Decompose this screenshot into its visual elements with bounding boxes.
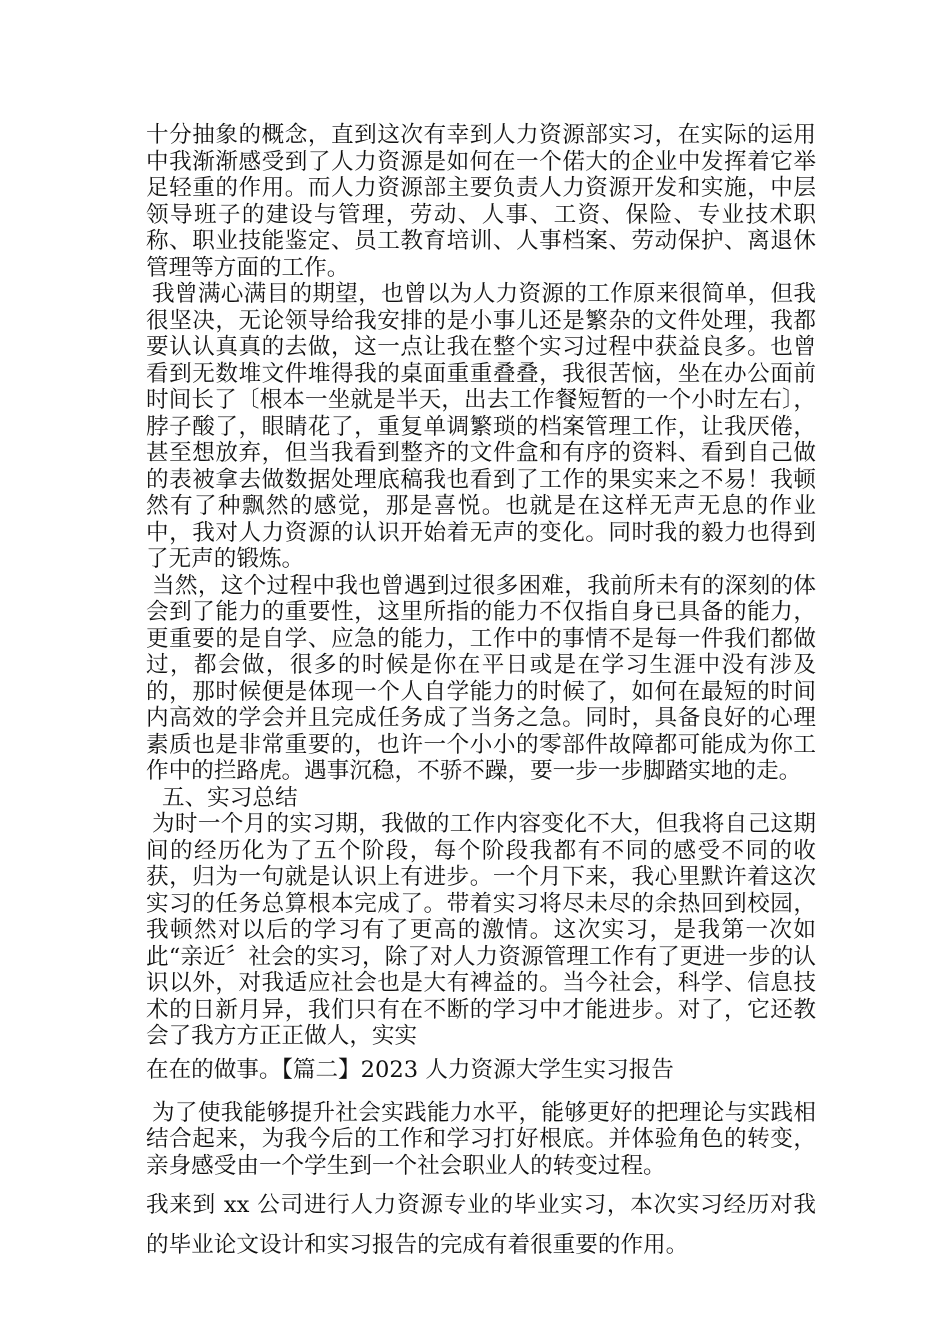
part-two-paragraph: 我来到 xx 公司进行人力资源专业的毕业实习，本次实习经历对我的毕业论文设计和实习报告的完成有着很重要的作用。	[146, 1192, 816, 1258]
summary-paragraph-end-with-part-title: 在在的做事。【篇二】2023 人力资源大学生实习报告	[146, 1056, 674, 1083]
body-paragraph: 当然，这个过程中我也曾遇到过很多困难，我前所未有的深刻的体会到了能力的重要性，这里所指的能力不仅指自身已具备的能力，更重要的是自学、应急的能力，工作中的事情不是每一件我们都做过，都会做，很多的时候是你在平日或是在学习生涯中没有涉及的，那时候便是体现一个人自学能力的时候了，如何在最短的时间内高效的学会并且完成任务成了当务之急。同时，具备良好的心理素质也是非常重要的，也许一个小小的零部件故障都可能成为你工作中的拦路虎。遇事沉稳，不骄不躁，要一步一步脚踏实地的走。	[146, 572, 816, 784]
section-heading-summary: 五、实习总结	[162, 784, 298, 811]
summary-paragraph: 为时一个月的实习期，我做的工作内容变化不大，但我将自己这期间的经历化为了五个阶段，每个阶段我都有不同的感受不同的收获，归为一句就是认识上有进步。一个月下来，我心里默许着这次实习的任务总算根本完成了。带着实习将尽未尽的余热回到校园，我顿然对以后的学习有了更高的激情。这次实习，是我第一次如此“亲近〞社会的实习，除了对人力资源管理工作有了更进一步的认识以外，对我适应社会也是大有裨益的。当今社会，科学、信息技术的日新月异，我们只有在不断的学习中才能进步。对了，它还教会了我方方正正做人，实实	[146, 811, 816, 1049]
body-paragraph: 十分抽象的概念，直到这次有幸到人力资源部实习，在实际的运用中我渐渐感受到了人力资源是如何在一个偌大的企业中发挥着它举足轻重的作用。而人力资源部主要负责人力资源开发和实施，中层领导班子的建设与管理，劳动、人事、工资、保险、专业技术职称、职业技能鉴定、员工教育培训、人事档案、劳动保护、离退休管理等方面的工作。	[146, 122, 816, 281]
part-two-paragraph: 为了使我能够提升社会实践能力水平，能够更好的把理论与实践相结合起来，为我今后的工作和学习打好根底。并体验角色的转变，亲身感受由一个学生到一个社会职业人的转变过程。	[146, 1099, 816, 1179]
body-paragraph: 我曾满心满目的期望，也曾以为人力资源的工作原来很简单，但我很坚决，无论领导给我安排的是小事儿还是繁杂的文件处理，我都要认认真真的去做，这一点让我在整个实习过程中获益良多。也曾看到无数堆文件堆得我的桌面重重叠叠，我很苦恼，坐在办公面前时间长了〔根本一坐就是半天，出去工作餐短暂的一个小时左右〕，脖子酸了，眼睛花了，重复单调繁琐的档案管理工作，让我厌倦，甚至想放弃，但当我看到整齐的文件盒和有序的资料、看到自己做的表被拿去做数据处理底稿我也看到了工作的果实来之不易！我顿然有了种飘然的感觉，那是喜悦。也就是在这样无声无息的作业中，我对人力资源的认识开始着无声的变化。同时我的毅力也得到了无声的锻炼。	[146, 281, 816, 572]
document-body	[146, 122, 816, 1265]
